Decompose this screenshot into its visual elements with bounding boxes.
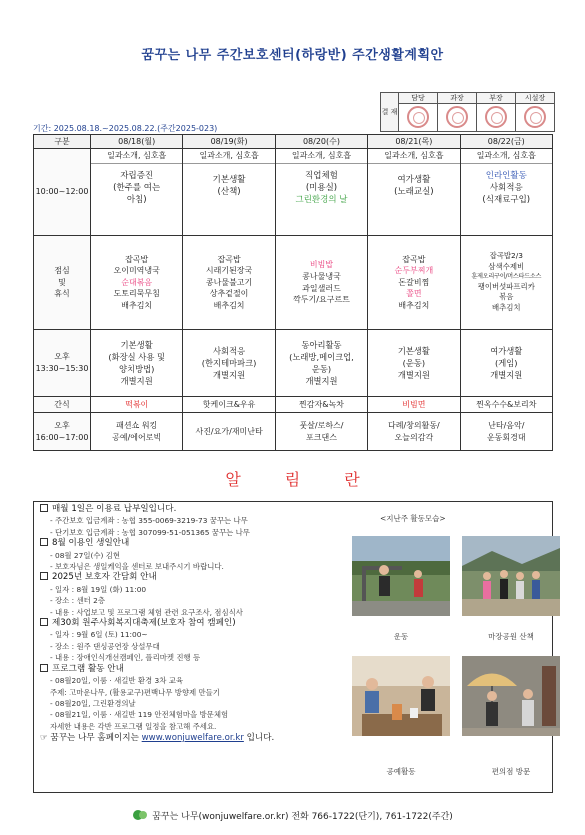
- sign-cell: [516, 104, 555, 132]
- label-line: 16:00~17:00: [35, 432, 89, 442]
- sign-cell: [477, 104, 516, 132]
- menu-item: 잡곡밥: [217, 254, 241, 264]
- stamp-icon: [485, 106, 507, 128]
- menu-item: 볶음: [499, 292, 514, 302]
- label-line: 및: [58, 277, 66, 287]
- menu-item: 상추겉절이: [209, 289, 249, 299]
- header-cell: 08/22(금): [460, 135, 552, 149]
- morning-cell: [460, 149, 552, 236]
- homepage-line: [40, 733, 352, 744]
- afternoon-cell: [460, 330, 552, 397]
- late-cell: [91, 413, 183, 451]
- menu-item: 콩나물냉국: [302, 271, 341, 281]
- intro-text: 일과소개, 심호흡: [461, 149, 552, 164]
- header-cell: 08/19(화): [183, 135, 275, 149]
- activity: 오늘의감각: [394, 432, 434, 442]
- notice-head-text: 8월 이용인 생일안내: [52, 538, 130, 549]
- menu-item: 팽이버섯파프리카: [477, 281, 535, 291]
- morning-cell: [275, 149, 367, 236]
- lunch-cell: [368, 236, 460, 330]
- page-title: 꿈꾸는 나무 주간보호센터(하랑반) 주간생활계획안: [141, 48, 444, 63]
- approval-role: 부장: [477, 93, 516, 104]
- photo-caption: 운동: [393, 632, 409, 641]
- menu-item: 배추김치: [121, 300, 153, 310]
- notice-item: - 장소 : 센터 2층: [50, 596, 105, 606]
- notice-head-text: 2025년 보호자 간담회 안내: [52, 572, 157, 583]
- notice-head-text: 제30회 원주사회복지대축제(보호자 참여 캠페인): [52, 618, 236, 629]
- menu-item: 도토리묵무침: [113, 289, 160, 299]
- notice-head-text: 프로그램 활동 안내: [52, 663, 124, 674]
- checkbox-icon: [40, 504, 48, 512]
- checkbox-icon: [40, 618, 48, 626]
- activity: 개별지원: [120, 376, 153, 387]
- afternoon-cell: [183, 330, 275, 397]
- homepage-suffix: 입니다.: [246, 733, 275, 744]
- activity: 풋살/로하스/: [299, 420, 344, 430]
- menu-item: 깍두기/요구르트: [293, 295, 350, 305]
- checkbox-icon: [40, 572, 48, 580]
- row-label: [34, 330, 91, 397]
- snack-cell: 핫케이크&우유: [183, 397, 275, 413]
- lunch-cell: [460, 236, 552, 330]
- photo-exercise: [352, 536, 450, 616]
- intro-text: 일과소개, 심호흡: [91, 149, 182, 164]
- notice-item: - 08월21일, 이룸 · 새길반 119 안전체험마을 방문체험: [50, 710, 229, 720]
- menu-item: 시래기된장국: [205, 266, 253, 276]
- snack-cell: 찐감자&녹차: [275, 397, 367, 413]
- morning-cell: [183, 149, 275, 236]
- afternoon-cell: [275, 330, 367, 397]
- row-label: 간식: [34, 397, 91, 413]
- notice-heading: [40, 664, 352, 675]
- row-label: [34, 236, 91, 330]
- activity: 운동회경대: [486, 432, 526, 442]
- activity: 개별지원: [213, 370, 246, 380]
- activity: 패션쇼 워킹: [116, 420, 158, 430]
- row-label: 10:00~12:00: [34, 149, 91, 236]
- menu-item: 잡곡밥: [402, 254, 426, 264]
- notice-item: - 내용 : 사업보고 및 프로그램 체험 관련 요구조사, 점심식사: [50, 607, 243, 617]
- afternoon-cell: [91, 330, 183, 397]
- notice-item: 주제: 고마운나무, (활용교구)편백나무 방향제 만들기: [50, 687, 220, 697]
- activity: 사회적응: [213, 345, 246, 356]
- notice-heading: [40, 538, 352, 549]
- activity: (노래교실): [394, 186, 434, 197]
- activity: 인라인활동: [485, 170, 527, 181]
- activity: 공예/에어로빅: [112, 432, 162, 442]
- late-cell: [368, 413, 460, 451]
- stamp-icon: [446, 106, 468, 128]
- menu-item: 비빔밥: [309, 260, 334, 270]
- photo-craft: [352, 656, 450, 736]
- notice-item: - 08월20일, 이룸 · 새길반 환경 3차 교육: [50, 676, 183, 686]
- menu-item: 쫄면: [406, 289, 422, 299]
- label-line: 오후: [54, 352, 70, 362]
- approval-role: 과장: [438, 93, 477, 104]
- lunch-cell: [275, 236, 367, 330]
- notice-item: - 내용 : 장애인식개선캠페인, 플리마켓 진행 등: [50, 653, 201, 663]
- schedule-table: [33, 134, 553, 451]
- activity: 아침): [126, 195, 147, 206]
- lunch-cell: [183, 236, 275, 330]
- morning-cell: [368, 149, 460, 236]
- photo-caption: 마장공원 산책: [488, 632, 534, 641]
- notice-heading: [40, 618, 352, 629]
- menu-item: 잡곡밥: [125, 254, 149, 264]
- menu-item: 콩나물불고기: [205, 277, 253, 287]
- activity: 양치방법): [119, 364, 155, 374]
- activity: 기본생활: [120, 339, 153, 350]
- header-cell: 구분: [34, 135, 91, 149]
- menu-item: 잡곡밥2/3: [489, 251, 523, 261]
- notice-item: - 보호자님은 생일케익을 센터로 보내주시기 바랍니다.: [50, 562, 224, 572]
- photo-store-visit: [462, 656, 560, 736]
- approval-label: 결 재: [381, 93, 399, 132]
- row-label: [34, 413, 91, 451]
- activity: 개별지원: [490, 370, 523, 380]
- checkbox-icon: [40, 538, 48, 546]
- menu-item: 돈갈비찜: [398, 277, 430, 287]
- activity: 난타/음악/: [488, 420, 525, 430]
- label-line: 휴식: [54, 289, 70, 299]
- label-line: 점심: [54, 266, 70, 276]
- sign-cell: [438, 104, 477, 132]
- photos-title: <지난주 활동모습>: [380, 514, 446, 523]
- late-cell: [183, 413, 275, 451]
- photo-caption: 편의점 방문: [491, 767, 531, 776]
- lunch-cell: [91, 236, 183, 330]
- activity: (화장실 사용 및: [108, 351, 165, 362]
- activity: 직업체험: [305, 170, 338, 181]
- activity: 여가생활: [490, 345, 523, 356]
- afternoon-cell: [368, 330, 460, 397]
- activity: 동아리활동: [301, 339, 342, 350]
- activity: 그린환경의 날: [295, 195, 348, 206]
- late-cell: [460, 413, 552, 451]
- activity: 사진/요가/재미난타: [195, 426, 263, 436]
- activity: 개별지원: [305, 376, 338, 387]
- intro-text: 일과소개, 심호흡: [183, 149, 274, 164]
- notice-item: - 일자 : 9월 6일 (토) 11:00~: [50, 630, 148, 640]
- notice-item: - 08월 27일(수) 김현: [50, 550, 120, 560]
- activity: (한지테마파크): [201, 357, 257, 368]
- approval-box: [380, 92, 555, 132]
- activity: 기본생활: [397, 345, 430, 356]
- activity: (노래방,메이크업,: [289, 351, 354, 362]
- approval-role: 담당: [399, 93, 438, 104]
- header-cell: 08/20(수): [275, 135, 367, 149]
- label-line: 13:30~15:30: [35, 364, 89, 373]
- label-line: 오후: [54, 420, 70, 430]
- activity: (한주를 여는: [113, 182, 161, 193]
- morning-cell: [91, 149, 183, 236]
- activity: 자립증진: [120, 170, 154, 181]
- homepage-prefix: ☞ 꿈꾸는 나무 홈페이지는: [40, 733, 139, 744]
- snack-cell: 비빔면: [368, 397, 460, 413]
- menu-item: 오이미역냉국: [113, 266, 160, 276]
- notice-item: 자세한 내용은 각반 프로그램 일정을 참고해 주세요.: [50, 721, 217, 731]
- activity: (산책): [217, 186, 241, 197]
- menu-item: 순대볶음: [121, 277, 153, 287]
- logo-icon: [132, 809, 148, 821]
- photo-park-walk: [462, 536, 560, 616]
- menu-item: 훈제오리구이/머스타드소스: [471, 272, 542, 280]
- activity: 포크댄스: [306, 432, 337, 442]
- notice-item: - 단기보호 입금계좌 : 농협 307099-51-051365 꿈꾸는 나무: [50, 527, 250, 537]
- menu-item: 배추김치: [492, 303, 521, 313]
- notice-list: [40, 504, 352, 745]
- activity: 사회적응: [489, 182, 523, 193]
- activity: 다례/창의활동/: [387, 420, 440, 430]
- late-cell: [275, 413, 367, 451]
- menu-item: 순두부찌개: [394, 266, 434, 276]
- activity: 운동): [311, 364, 332, 374]
- menu-item: 삼색수제비: [488, 261, 525, 271]
- footer-text: 꿈꾸는 나무(wonjuwelfare.or.kr) 전화 766-1722(단기), 761-1722(주간): [152, 812, 453, 822]
- period: 기간: 2025.08.18.~2025.08.22.(주간2025-023): [33, 124, 218, 133]
- sign-cell: [399, 104, 438, 132]
- notice-item: - 08월20일, 그린환경의날: [50, 698, 136, 708]
- notice-heading: [40, 572, 352, 583]
- notice-heading: [40, 504, 352, 515]
- activity: (미용실): [305, 182, 338, 193]
- notice-item: - 장소 : 원주 댄싱공연장 상설무대: [50, 641, 160, 651]
- menu-item: 과일샐러드: [302, 283, 341, 293]
- notice-title: 알림란: [225, 470, 404, 489]
- snack-cell: 떡볶이: [91, 397, 183, 413]
- activity: 개별지원: [397, 370, 430, 380]
- footer: [0, 809, 585, 822]
- menu-item: 배추김치: [213, 300, 245, 310]
- snack-cell: 찐옥수수&보리차: [460, 397, 552, 413]
- notice-head-text: 매월 1일은 이용료 납부일입니다.: [52, 504, 177, 514]
- stamp-icon: [524, 106, 546, 128]
- menu-item: 배추김치: [398, 300, 430, 310]
- activity: (식재료구입): [482, 195, 531, 206]
- intro-text: 일과소개, 심호흡: [276, 149, 367, 164]
- activity: 여가생활: [397, 174, 431, 185]
- checkbox-icon: [40, 664, 48, 672]
- activity: 기본생활: [212, 174, 246, 185]
- activity: (운동): [402, 357, 426, 368]
- stamp-icon: [407, 106, 429, 128]
- homepage-link[interactable]: www.wonjuwelfare.or.kr: [141, 733, 244, 744]
- notice-item: - 일자 : 8월 19일 (화) 11:00: [50, 584, 147, 594]
- notice-item: - 주간보호 입금계좌 : 농협 355-0069-3219-73 꿈꾸는 나무: [50, 516, 248, 526]
- header-cell: 08/18(월): [91, 135, 183, 149]
- intro-text: 일과소개, 심호흡: [368, 149, 459, 164]
- photo-caption: 공예활동: [386, 767, 416, 776]
- activity: (게임): [495, 357, 518, 368]
- approval-role: 시설장: [516, 93, 555, 104]
- header-cell: 08/21(목): [368, 135, 460, 149]
